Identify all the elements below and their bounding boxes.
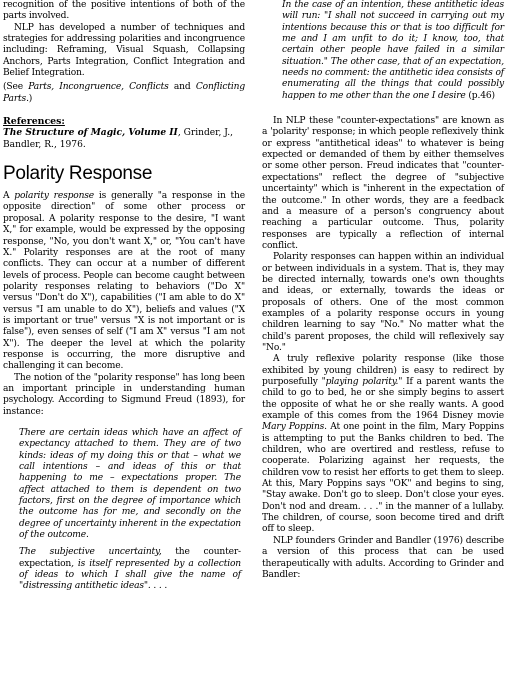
freud-quote-2	[19, 547, 241, 592]
quote2-b: the counter-expectation	[19, 547, 241, 569]
see-also-line	[3, 82, 245, 105]
reference-title: The Structure of Magic, Volume II	[3, 127, 178, 139]
polarity-definition-paragraph	[3, 191, 245, 373]
p5-c: . At one point in the film, Mary Poppins is attempting to put the Banks children to bed. The children, who are overtired and restless, refuse to cooperate. Polarizing against her requests, the children vow to resist her efforts to get them to sleep. At this, Mary Poppins says "OK" and begins to sing, "Stay awake. Don't go to sleep. Don't close your eyes. Don't nod and dream. . . ." in the manner of a lullaby. The children, of course, soon become tired and drift off to sleep.	[262, 422, 504, 535]
quote2-c: , is itself represented by a collection of ideas to which I shall give the name of "distressing antithetic ideas". . . .	[19, 558, 241, 592]
freud-intro-paragraph: The notion of the "polarity response" has long been an important principle in understanding human psychology. According to Sigmund Freud (1893), for instance:	[3, 372, 245, 417]
see-also-prefix: (See	[3, 82, 29, 93]
quote3-citation: (p.46)	[465, 90, 495, 101]
reference-entry	[3, 127, 245, 151]
reference-rest: , Grinder, J., Bandler, R., 1976.	[3, 128, 234, 150]
p5-b: If a parent wants the child to go to bed, he or she simply begins to assert the opposite of what he or she really wants. A good example of this comes from the 1964 Disney movie	[262, 377, 504, 422]
p1-prefix: A	[3, 191, 15, 202]
freud-quote-1: There are certain ideas which have an affect of expectancy attached to them. They are of two kinds: ideas of my doing this or that – what we call intentions – and ideas of this or that happening to me – expectations proper. The affect attached to them is dependent on two factors, first on the degree of importance which the outcome has for me, and secondly on the degree of uncertainty inherent in the expectation of the outcome.	[19, 428, 241, 541]
quote3-text: In the case of an intention, these antithetic ideas will run: "I shall not succeed in carrying out my intentions because this or that is too difficult for me and I am unfit to do it; I know, too, that certain other people have failed in a similar situation." The other case, that of an expectation, needs no comment: the antithetic idea consists of enumerating all the things that could possibly happen to me other than the one I desire	[282, 0, 504, 101]
quote2-a: The subjective uncertainty,	[19, 547, 176, 558]
p5-a: A truly reflexive polarity response (like those exhibited by young children) is easy to redirect by purposefully	[262, 354, 504, 387]
see-also-links-1: Parts, Incongruence, Conflicts	[28, 82, 169, 93]
playing-polarity-paragraph	[262, 354, 504, 536]
see-also-and: and	[168, 82, 196, 93]
see-also-suffix: .)	[26, 93, 33, 104]
see-also-links-2: Conflicting Parts	[3, 82, 245, 104]
references-heading: References:	[3, 116, 65, 128]
p5-term: "playing polarity."	[321, 377, 403, 387]
p1-term: polarity response	[14, 191, 95, 202]
nlp-techniques-paragraph: NLP has developed a number of techniques and strategies for addressing polarities and incongruence including: Reframing, Visual Squash, Collapsing Anchors, Parts Integration, Conflict Integration and Belief Integration.	[3, 22, 245, 79]
grinder-bandler-paragraph: NLP founders Grinder and Bandler (1976) describe a version of this process that can be used therapeutically with adults. According to Grinder and Bandler:	[262, 535, 504, 580]
right-column	[262, 0, 504, 581]
left-column	[3, 0, 245, 593]
p1-rest: is generally "a response in the opposite direction" of some other process or proposal. A polarity response to the desire, "I want X," for example, would be expressed by the opposing response, "No, you don't want X," or, "You can't have X." Polarity responses are at the root of many conflicts. They can occur at a number of different levels of process. People can become caught between polarity responses relating to behaviors ("Do X" versus "Don't do X"), capabilities ("I am able to do X" versus "I am unable to do X"), beliefs and values ("X is important or true" versus "X is not important or is false"), even senses of self ("I am X" versus "I am not X"). The deeper the level at which the polarity response is occurring, the more disruptive and challenging it can become.	[3, 191, 245, 372]
intro-tail-paragraph: recognition of the positive intentions of both of the parts involved.	[3, 0, 245, 22]
counter-expectations-paragraph: In NLP these "counter-expectations" are known as a 'polarity' response; in which people reflexively think or express "antithetical ideas" to whatever is being expected or demanded of them by either themselves or some other person. Freud indicates that "counter-expectations" reflect the degree of "subjective uncertainty" which is "inherent in the expectation of the outcome." In other words, they are a feedback and a measure of a person's congruency about reaching a particular outcome. Thus, polarity responses are typically a reflection of internal conflict.	[262, 116, 504, 251]
freud-quote-3	[282, 0, 504, 102]
polarity-individuals-paragraph: Polarity responses can happen within an individual or between individuals in a system. That is, they may be directed internally, towards one's own thoughts and ideas, or externally, towards the ideas or proposals of others. One of the most common examples of a polarity response occurs in young children learning to say "No." No matter what the child's parent proposes, the child will reflexively say "No."	[262, 252, 504, 353]
p5-movie: Mary Poppins	[262, 422, 325, 433]
section-heading: Polarity Response	[3, 163, 153, 185]
